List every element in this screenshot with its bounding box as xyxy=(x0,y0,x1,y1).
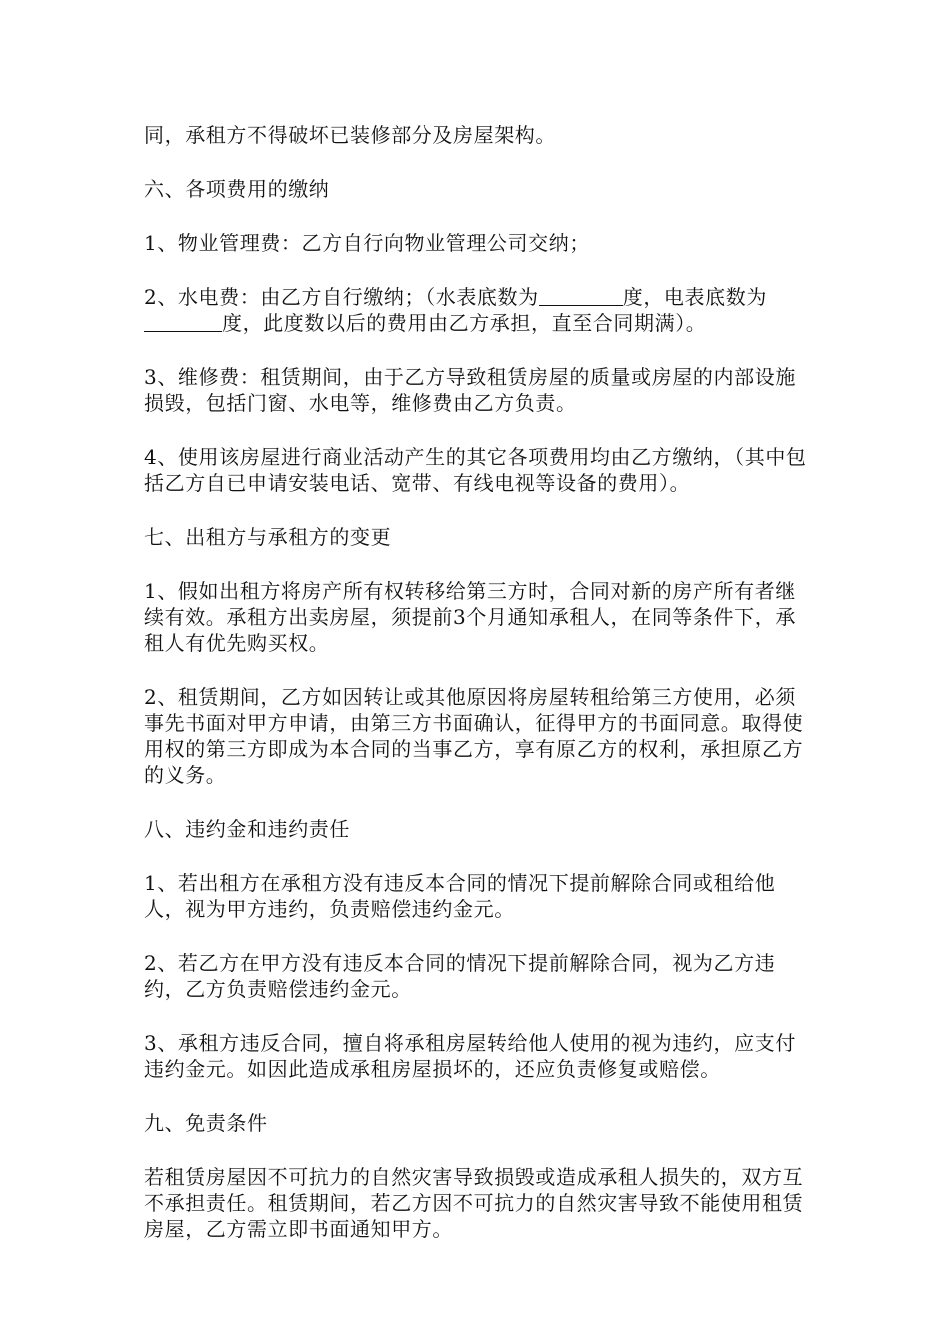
utility-text-1: 2、水电费：由乙方自行缴纳；（水表底数为 xyxy=(144,285,539,309)
section-heading-fees: 六、各项费用的缴纳 xyxy=(144,177,330,201)
clause-maintenance-fee: 3、维修费：租赁期间，由于乙方导致租赁房屋的质量或房屋的内部设施损毁，包括门窗、水电等，维修费由乙方负责。 xyxy=(144,365,796,415)
clause-force-majeure: 若租赁房屋因不可抗力的自然灾害导致损毁或造成承租人损失的，双方互不承担责任。租赁期间，若乙方因不可抗力的自然灾害导致不能使用租赁房屋，乙方需立即书面通知甲方。 xyxy=(144,1165,804,1241)
utility-text-3: 度，此度数以后的费用由乙方承担，直至合同期满）。 xyxy=(222,311,707,335)
clause-property-fee: 1、物业管理费：乙方自行向物业管理公司交纳； xyxy=(144,231,590,255)
contract-text xyxy=(144,122,814,1270)
water-meter-blank xyxy=(539,285,623,306)
clause-penalty-lessor: 1、若出租方在承租方没有违反本合同的情况下提前解除合同或租给他人，视为甲方违约，负责赔偿违约金元。 xyxy=(144,871,776,921)
clause-utility-fee xyxy=(144,284,814,336)
clause-sublease: 2、租赁期间，乙方如因转让或其他原因将房屋转租给第三方使用，必须事先书面对甲方申请，由第三方书面确认，征得甲方的书面同意。取得使用权的第三方即成为本合同的当事乙方，享有原乙方的权利，承担原乙方的义务。 xyxy=(144,685,804,787)
section-heading-exemption: 九、免责条件 xyxy=(144,1111,268,1135)
clause-paragraph: 同，承租方不得破坏已装修部分及房屋架构。 xyxy=(144,123,556,147)
utility-text-2: 度，电表底数为 xyxy=(622,285,767,309)
clause-penalty-lessee: 2、若乙方在甲方没有违反本合同的情况下提前解除合同，视为乙方违约，乙方负责赔偿违约金元。 xyxy=(144,951,776,1001)
clause-ownership-transfer: 1、假如出租方将房产所有权转移给第三方时，合同对新的房产所有者继续有效。承租方出卖房屋，须提前3个月通知承租人，在同等条件下，承租人有优先购买权。 xyxy=(144,579,796,655)
clause-penalty-sublet: 3、承租方违反合同，擅自将承租房屋转给他人使用的视为违约，应支付违约金元。如因此造成承租房屋损坏的，还应负责修复或赔偿。 xyxy=(144,1031,796,1081)
electric-meter-blank xyxy=(144,311,222,332)
section-heading-penalty: 八、违约金和违约责任 xyxy=(144,817,350,841)
section-heading-changes: 七、出租方与承租方的变更 xyxy=(144,525,392,549)
clause-other-fees: 4、使用该房屋进行商业活动产生的其它各项费用均由乙方缴纳，（其中包括乙方自已申请安装电话、宽带、有线电视等设备的费用）。 xyxy=(144,445,807,495)
